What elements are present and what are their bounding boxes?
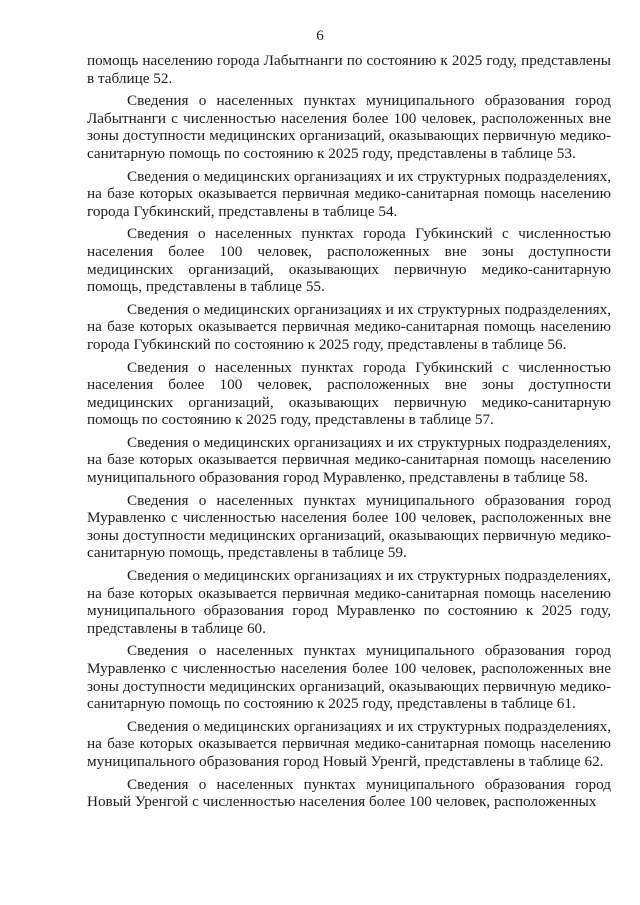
paragraph: Сведения о населенных пунктах города Губкинский с численностью населения более 100 человек, расположенных вне зоны доступности медицинских организаций, оказывающих первичную медико-санитарную помощь по состоянию к 2025 году, представлены в таблице 57. [87,358,611,429]
page-number: 6 [316,28,324,44]
paragraph: Сведения о медицинских организациях и их структурных подразделениях, на базе которых оказывается первичная медико-санитарная помощь населению города Губкинский по состоянию к 2025 году, представлены в таблице 56. [87,300,611,353]
document-body [87,52,611,816]
paragraph: Сведения о медицинских организациях и их структурных подразделениях, на базе которых оказывается первичная медико-санитарная помощь населению муниципального образования город Муравленко, представлены в таблице 58. [87,433,611,487]
paragraph: Сведения о медицинских организациях и их структурных подразделениях, на базе которых оказывается первичная медико-санитарная помощь населению муниципального образования город Новый Уренгй, представлены в таблице 62. [87,717,611,770]
paragraph: Сведения о населенных пунктах муниципального образования город Новый Уренгой с численностью населения более 100 человек, расположенных [87,775,611,811]
paragraph: помощь населению города Лабытнанги по состоянию к 2025 году, представлены в таблице 52. [87,52,611,87]
paragraph: Сведения о медицинских организациях и их структурных подразделениях, на базе которых оказывается первичная медико-санитарная помощь населению города Губкинский, представлены в таблице 54. [87,167,611,220]
paragraph: Сведения о населенных пунктах города Губкинский с численностью населения более 100 человек, расположенных вне зоны доступности медицинских организаций, оказывающих первичную медико-санитарную помощь, представлены в таблице 55. [87,225,611,296]
paragraph: Сведения о медицинских организациях и их структурных подразделениях, на базе которых оказывается первичная медико-санитарная помощь населению муниципального образования город Муравленко по состоянию к 2025 году, представлены в таблице 60. [87,567,611,637]
paragraph: Сведения о населенных пунктах муниципального образования город Муравленко с численностью населения более 100 человек, расположенных вне зоны доступности медицинских организаций, оказывающих первичную медико-санитарную помощь, представлены в таблице 59. [87,491,611,562]
paragraph: Сведения о населенных пунктах муниципального образования город Лабытнанги с численностью населения более 100 человек, расположенных вне зоны доступности медицинских организаций, оказывающих первичную медико-санитарную помощь по состоянию к 2025 году, представлены в таблице 53. [87,92,611,162]
paragraph: Сведения о населенных пунктах муниципального образования город Муравленко с численностью населения более 100 человек, расположенных вне зоны доступности медицинских организаций, оказывающих первичную медико-санитарную помощь по состоянию к 2025 году, представлены в таблице 61. [87,642,611,713]
